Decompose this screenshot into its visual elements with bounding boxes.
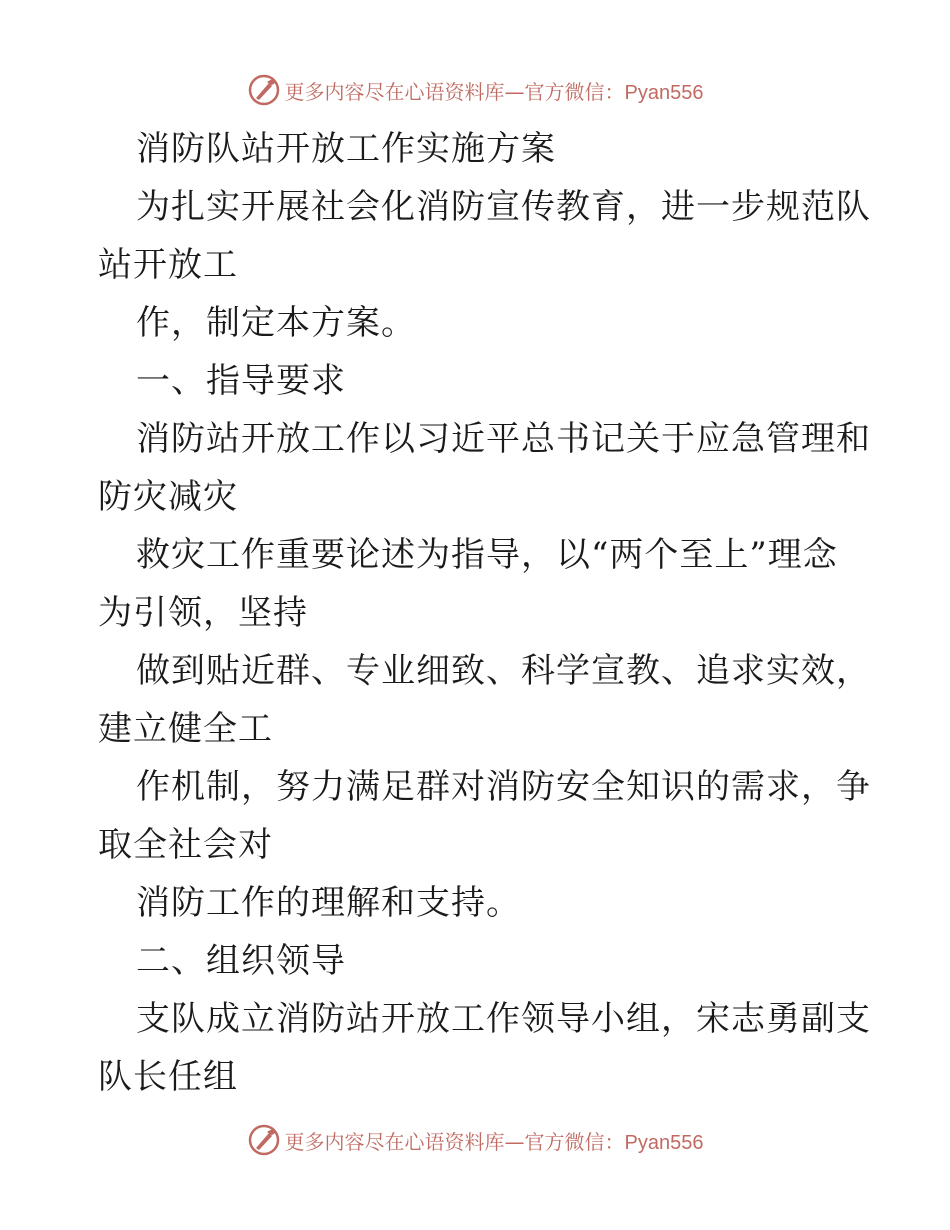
header-watermark (0, 70, 950, 110)
section-heading: 二、组织领导 (136, 941, 346, 981)
pen-logo-icon (247, 73, 281, 107)
paragraph-line: 消防站开放工作以习近平总书记关于应急管理和 (136, 419, 871, 459)
watermark-id: Pyan556 (624, 81, 704, 104)
document-title: 消防队站开放工作实施方案 (136, 129, 556, 169)
paragraph-line: 队长任组 (98, 1057, 238, 1097)
paragraph-line: 建立健全工 (98, 709, 273, 749)
watermark-id: Pyan556 (624, 1131, 704, 1154)
paragraph-line: 支队成立消防站开放工作领导小组，宋志勇副支 (136, 999, 871, 1039)
paragraph-line: 消防工作的理解和支持。 (136, 883, 521, 923)
watermark-text: 更多内容尽在心语资料库—官方微信： (284, 1129, 625, 1154)
paragraph-line: 站开放工 (98, 245, 238, 285)
paragraph-line: 作机制，努力满足群对消防安全知识的需求，争 (136, 767, 871, 807)
paragraph-line: 救灾工作重要论述为指导，以“两个至上”理念 (136, 535, 838, 575)
document-body (98, 120, 871, 1106)
paragraph-line: 为扎实开展社会化消防宣传教育，进一步规范队 (136, 187, 871, 227)
footer-watermark (0, 1120, 950, 1160)
paragraph-line: 取全社会对 (98, 825, 273, 865)
pen-logo-icon (247, 1123, 281, 1157)
paragraph-line: 防灾减灾 (98, 477, 238, 517)
section-heading: 一、指导要求 (136, 361, 346, 401)
paragraph-line: 为引领，坚持 (98, 593, 308, 633)
paragraph-line: 作，制定本方案。 (136, 303, 416, 343)
watermark-text: 更多内容尽在心语资料库—官方微信： (284, 79, 625, 104)
paragraph-line: 做到贴近群、专业细致、科学宣教、追求实效， (136, 651, 871, 691)
